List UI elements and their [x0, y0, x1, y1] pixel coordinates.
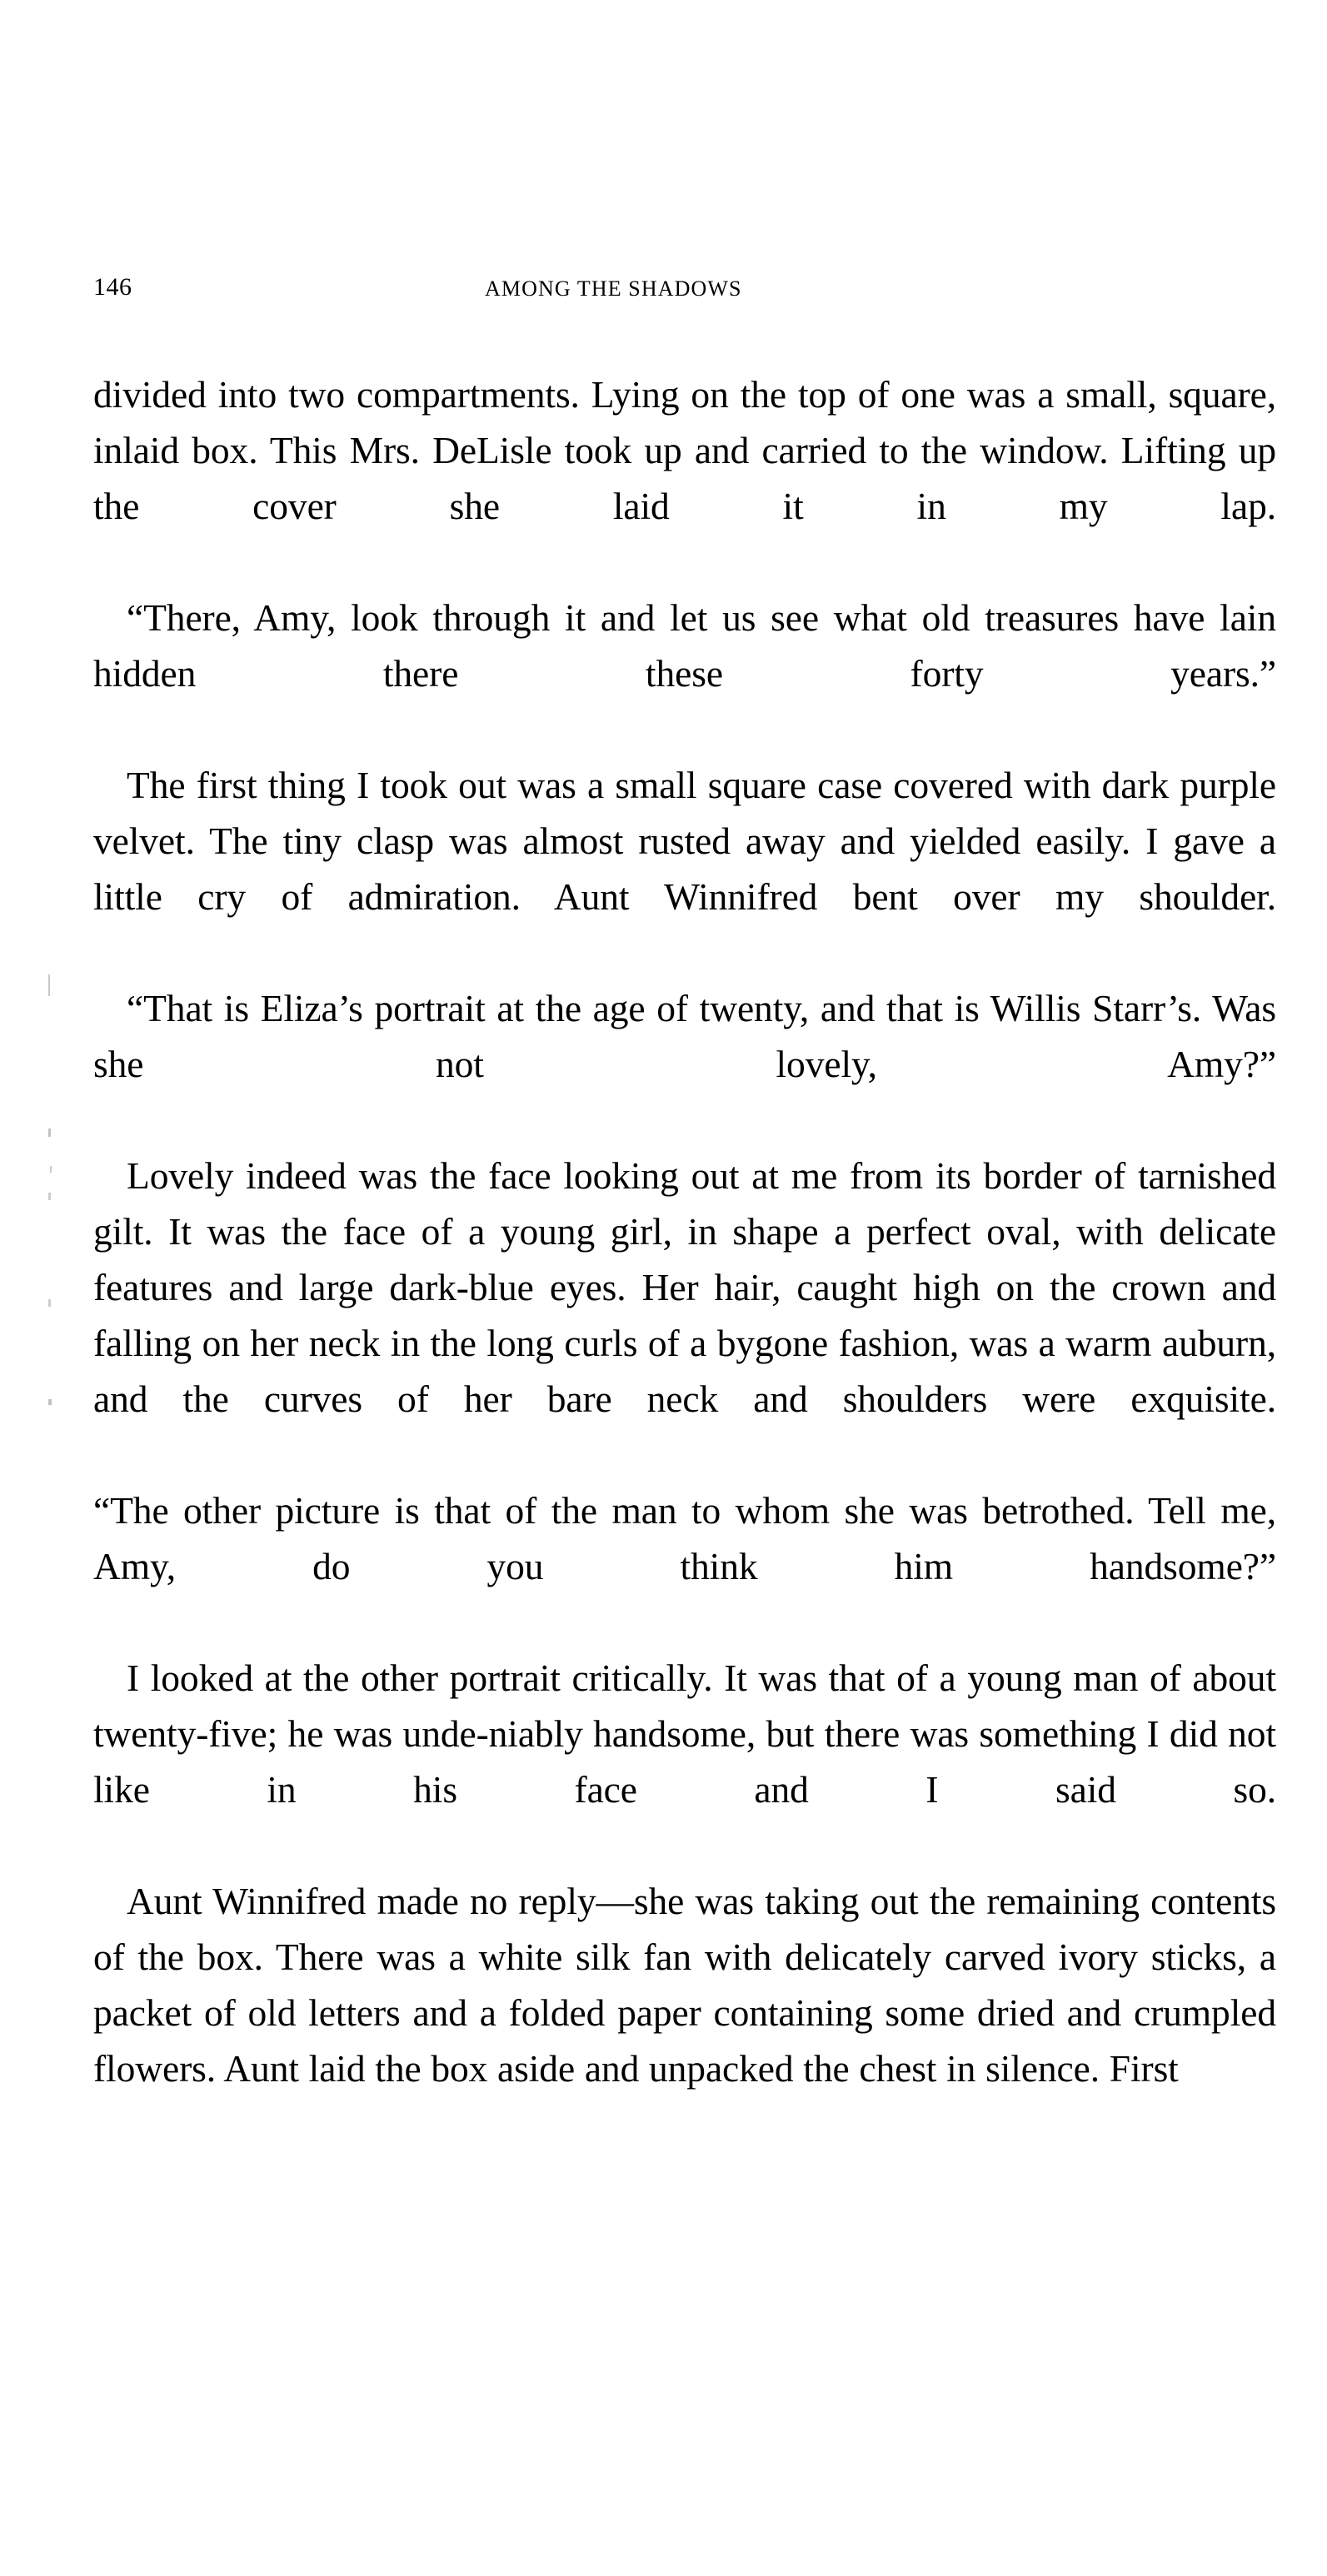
margin-speck-icon: [50, 1166, 52, 1173]
margin-speck-icon: [48, 1399, 52, 1405]
running-head-title: AMONG THE SHADOWS: [485, 277, 742, 301]
paragraph: I looked at the other portrait critically. It was that of a young man of about twenty-five; he was unde-niably handsome, but there was something I did not like in his face and I said so.: [93, 1657, 1276, 1811]
paragraph: “There, Amy, look through it and let us see what old treasures have lain hidden there these forty years.”: [93, 596, 1276, 695]
margin-speck-icon: [48, 1193, 51, 1200]
margin-speck-icon: [48, 1129, 51, 1137]
page-body: [93, 366, 1276, 2096]
paragraph: The first thing I took out was a small square case covered with dark purple velvet. The tiny clasp was almost rusted away and yielded easily. I gave a little cry of admiration. Aunt Winnifred bent over my shoulder.: [93, 764, 1276, 918]
margin-speck-icon: [48, 974, 50, 996]
paragraph: Lovely indeed was the face looking out at me from its border of tarnished gilt. It was the face of a young girl, in shape a perfect oval, with delicate features and large dark-blue eyes. Her hair, caught high on the crown and falling on her neck in the long curls of a bygone fashion, was a warm auburn, and the curves of her bare neck and shoulders were exquisite.: [93, 1154, 1276, 1420]
running-head-row: [93, 275, 1276, 323]
paragraph: divided into two compartments. Lying on the top of one was a small, square, inlaid box. This Mrs. DeLisle took up and carried to the window. Lifting up the cover she laid it in my lap.: [93, 373, 1276, 527]
paragraph: “That is Eliza’s portrait at the age of twenty, and that is Willis Starr’s. Was she not lovely, Amy?”: [93, 987, 1276, 1085]
page-number: 146: [93, 273, 132, 301]
margin-speck-icon: [48, 1299, 51, 1307]
paragraph: “The other picture is that of the man to whom she was betrothed. Tell me, Amy, do you think him handsome?”: [93, 1489, 1276, 1587]
paragraph: Aunt Winnifred made no reply—she was taking out the remaining contents of the box. There was a white silk fan with delicately carved ivory sticks, a packet of old letters and a folded paper containing some dried and crumpled flowers. Aunt laid the box aside and unpacked the chest in silence. First: [93, 1880, 1276, 2090]
